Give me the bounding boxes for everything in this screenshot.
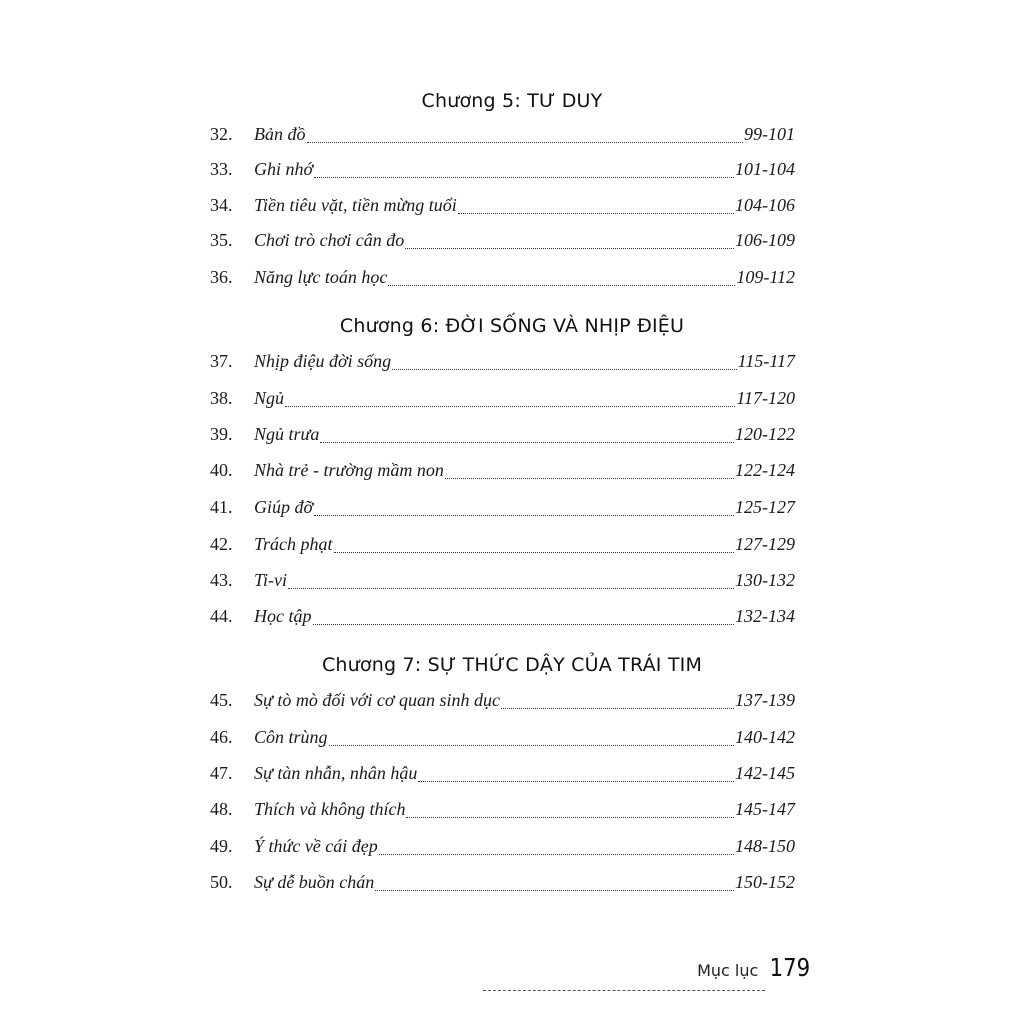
toc-entry xyxy=(210,351,795,377)
entry-title: Ngủ xyxy=(254,388,285,408)
entry-number: 44. xyxy=(210,606,233,626)
entry-pages: 150-152 xyxy=(735,872,795,892)
entry-pages: 142-145 xyxy=(735,763,795,783)
entry-pages: 125-127 xyxy=(735,497,795,517)
entry-title: Sự dễ buồn chán xyxy=(254,872,375,892)
dot-leader xyxy=(388,284,735,286)
toc-entry xyxy=(210,195,795,221)
entry-title: Giúp đỡ xyxy=(254,497,314,517)
dot-leader xyxy=(458,212,734,214)
page-number: 179 xyxy=(769,953,811,982)
toc-entry xyxy=(210,872,795,898)
dot-leader xyxy=(314,514,734,516)
entry-title: Chơi trò chơi cân đo xyxy=(254,230,405,250)
page-footer xyxy=(697,953,814,982)
entry-number: 37. xyxy=(210,351,233,371)
entry-number: 34. xyxy=(210,195,233,215)
toc-entry xyxy=(210,799,795,825)
entry-pages: 117-120 xyxy=(736,388,795,408)
toc-entry xyxy=(210,460,795,486)
chapter-heading: Chương 5: TƯ DUY xyxy=(421,90,603,112)
entry-number: 48. xyxy=(210,799,233,819)
toc-entry xyxy=(210,727,795,753)
entry-number: 42. xyxy=(210,534,233,554)
entry-number: 33. xyxy=(210,159,233,179)
toc-entry xyxy=(210,606,795,632)
dot-leader xyxy=(501,707,734,709)
entry-pages: 122-124 xyxy=(735,460,795,480)
dot-leader xyxy=(313,623,735,625)
dot-leader xyxy=(375,889,734,891)
dot-leader xyxy=(379,853,734,855)
chapter-heading: Chương 6: ĐỜI SỐNG VÀ NHỊP ĐIỆU xyxy=(339,315,685,337)
dot-leader xyxy=(405,247,734,249)
dot-leader xyxy=(329,744,734,746)
dot-leader xyxy=(392,368,737,370)
dot-leader xyxy=(445,477,734,479)
entry-title: Sự tàn nhẫn, nhân hậu xyxy=(254,763,418,783)
dot-leader xyxy=(288,587,734,589)
entry-pages: 127-129 xyxy=(735,534,795,554)
dot-leader xyxy=(307,141,744,143)
footer-divider xyxy=(483,990,765,991)
entry-number: 50. xyxy=(210,872,233,892)
entry-number: 46. xyxy=(210,727,233,747)
entry-pages: 145-147 xyxy=(735,799,795,819)
entry-number: 38. xyxy=(210,388,233,408)
entry-pages: 148-150 xyxy=(735,836,795,856)
entry-title: Ý thức về cái đẹp xyxy=(254,836,378,856)
footer-label: Mục lục xyxy=(697,961,759,980)
toc-entry xyxy=(210,267,795,293)
entry-number: 36. xyxy=(210,267,233,287)
entry-pages: 140-142 xyxy=(735,727,795,747)
toc-entry xyxy=(210,836,795,862)
dot-leader xyxy=(334,551,734,553)
toc-entry xyxy=(210,690,795,716)
entry-title: Trách phạt xyxy=(254,534,333,554)
dot-leader xyxy=(418,780,734,782)
entry-number: 39. xyxy=(210,424,233,444)
entry-number: 32. xyxy=(210,124,233,144)
toc-entry xyxy=(210,424,795,450)
entry-title: Bản đồ xyxy=(254,124,306,144)
entry-pages: 115-117 xyxy=(737,351,795,371)
toc-entry xyxy=(210,388,795,414)
toc-entry xyxy=(210,159,795,185)
dot-leader xyxy=(406,816,734,818)
entry-pages: 101-104 xyxy=(735,159,795,179)
entry-title: Nhà trẻ - trường mầm non xyxy=(254,460,444,480)
entry-number: 41. xyxy=(210,497,233,517)
toc-entry xyxy=(210,534,795,560)
entry-pages: 132-134 xyxy=(735,606,795,626)
entry-title: Sự tò mò đối với cơ quan sinh dục xyxy=(254,690,501,710)
entry-title: Học tập xyxy=(254,606,312,626)
toc-entry xyxy=(210,230,795,256)
entry-title: Ghi nhớ xyxy=(254,159,314,179)
entry-title: Tiền tiêu vặt, tiền mừng tuổi xyxy=(254,195,457,215)
entry-number: 45. xyxy=(210,690,233,710)
entry-number: 40. xyxy=(210,460,233,480)
entry-number: 43. xyxy=(210,570,233,590)
entry-title: Thích và không thích xyxy=(254,799,406,819)
toc-entry xyxy=(210,570,795,596)
entry-title: Côn trùng xyxy=(254,727,328,747)
entry-pages: 104-106 xyxy=(735,195,795,215)
entry-pages: 106-109 xyxy=(735,230,795,250)
entry-pages: 120-122 xyxy=(735,424,795,444)
entry-pages: 137-139 xyxy=(735,690,795,710)
entry-number: 49. xyxy=(210,836,233,856)
toc-entry xyxy=(210,124,795,150)
toc-entry xyxy=(210,497,795,523)
toc-entry xyxy=(210,763,795,789)
entry-pages: 99-101 xyxy=(744,124,795,144)
chapter-heading: Chương 7: SỰ THỨC DẬY CỦA TRÁI TIM xyxy=(321,654,703,676)
entry-pages: 109-112 xyxy=(736,267,795,287)
entry-title: Ngủ trưa xyxy=(254,424,320,444)
entry-number: 35. xyxy=(210,230,233,250)
dot-leader xyxy=(285,405,735,407)
dot-leader xyxy=(320,441,734,443)
dot-leader xyxy=(314,176,734,178)
entry-pages: 130-132 xyxy=(735,570,795,590)
entry-title: Ti-vi xyxy=(254,570,288,590)
entry-title: Nhịp điệu đời sống xyxy=(254,351,392,371)
entry-number: 47. xyxy=(210,763,233,783)
entry-title: Năng lực toán học xyxy=(254,267,388,287)
